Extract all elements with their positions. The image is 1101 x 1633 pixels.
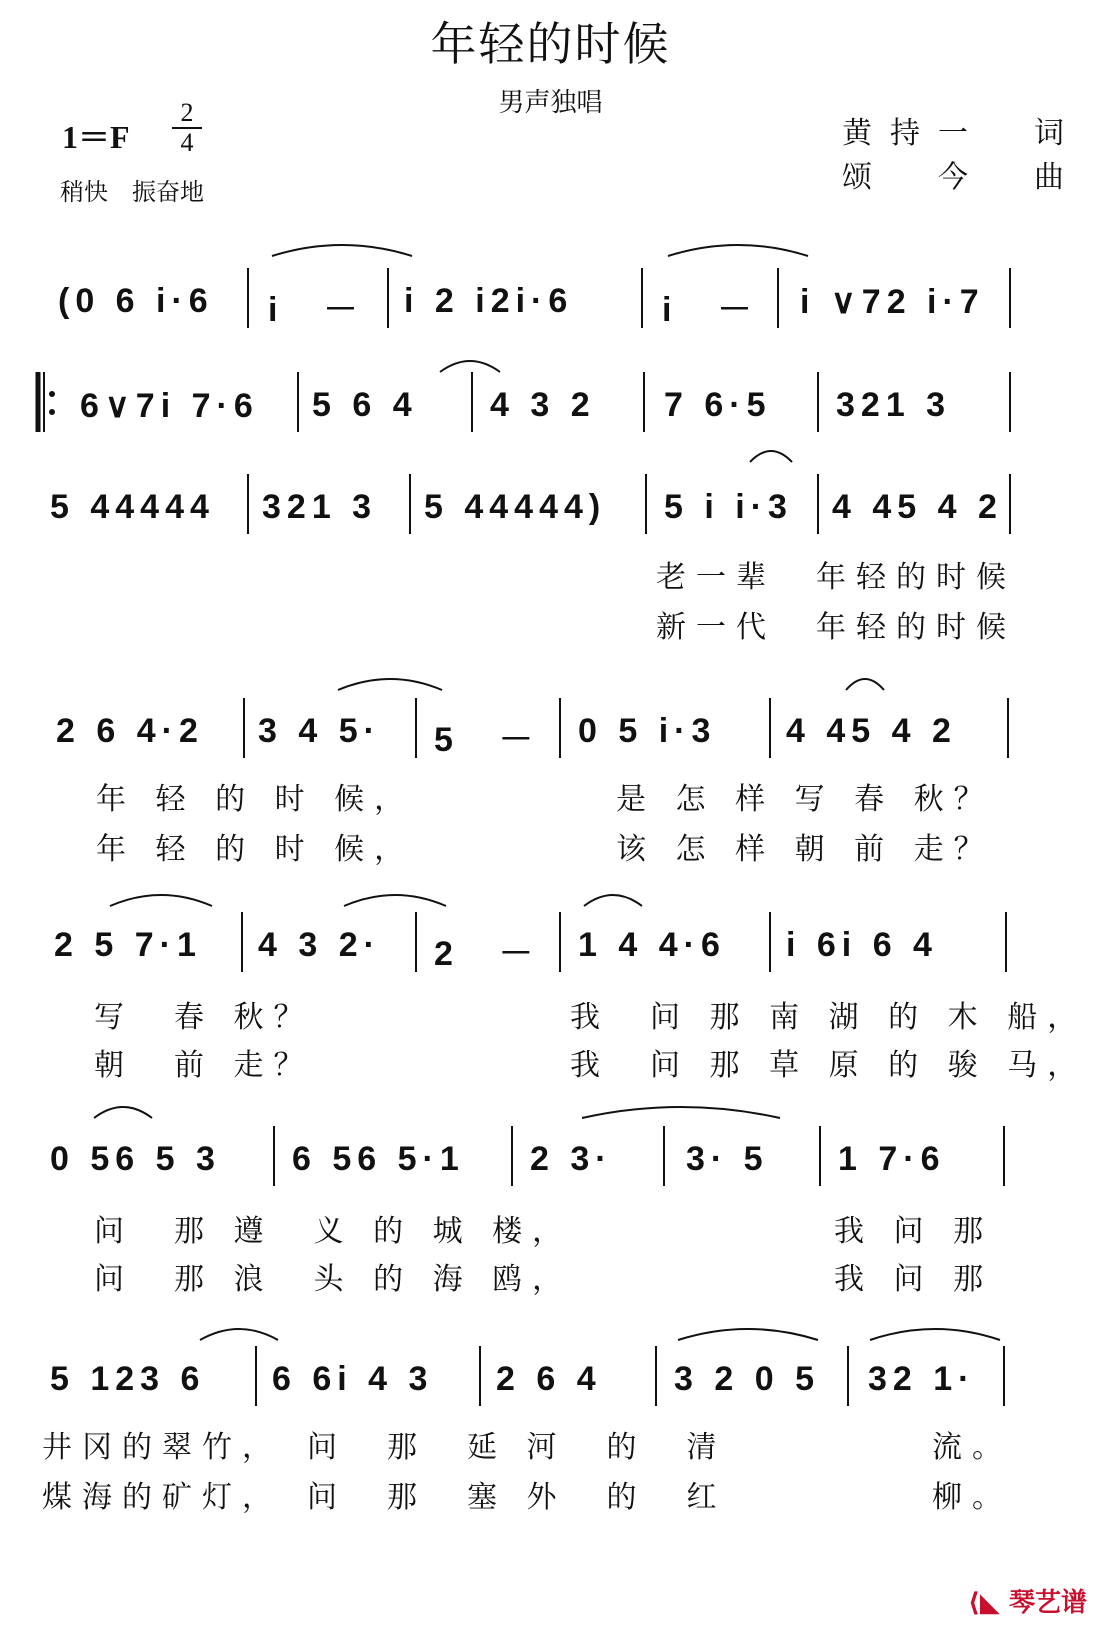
- slur-5: [338, 679, 442, 690]
- slur-12: [200, 1329, 278, 1340]
- measure-1-3: i 2 i2i·6: [404, 282, 574, 320]
- slur-3: [440, 361, 500, 372]
- slur-4: [750, 451, 792, 462]
- measure-3-5: 4 45 4 2: [832, 488, 1003, 526]
- slur-2: [668, 245, 808, 256]
- song-title: 年轻的时候: [430, 17, 671, 71]
- measure-6-5: 1 7·6: [838, 1140, 946, 1178]
- measure-2-1: 6∨7i 7·6: [80, 387, 259, 425]
- lyric-5-v1-a: 写 春 秋？: [94, 1000, 314, 1035]
- lyric-4-v1-a: 年 轻 的 时 候，: [96, 782, 415, 817]
- measure-7-5: 32 1·: [868, 1360, 976, 1398]
- measure-2-2: 5 6 4: [312, 386, 418, 424]
- lyric-7-v2-b: 柳。: [932, 1480, 1012, 1515]
- measure-5-5: i 6i 6 4: [786, 926, 938, 964]
- lyric-4-v1-b: 是 怎 样 写 春 秋？: [616, 782, 994, 817]
- measure-2-4: 7 6·5: [664, 386, 772, 424]
- measure-6-4: 3· 5: [686, 1140, 769, 1178]
- slur-11: [582, 1107, 780, 1118]
- logo-text: 琴艺谱: [1008, 1588, 1087, 1618]
- measure-3-2: 321 3: [262, 488, 378, 526]
- measure-1-2: i －: [268, 291, 364, 329]
- lyric-6-v1-b: 我 问 那: [834, 1214, 994, 1249]
- key-signature: 1＝F: [62, 119, 130, 155]
- repeat-dot-1: [49, 391, 55, 397]
- lyric-3-v1: 老一辈 年轻的时候: [656, 560, 1016, 595]
- measure-4-5: 4 45 4 2: [786, 712, 957, 750]
- lyric-6-v2-b: 我 问 那: [834, 1262, 994, 1297]
- composer-credit: 颂 今 曲: [842, 160, 1082, 195]
- site-logo: [968, 1582, 1087, 1619]
- measure-5-3: 2 －: [434, 935, 539, 973]
- measure-3-1: 5 44444: [50, 488, 215, 526]
- measure-4-2: 3 4 5·: [258, 712, 381, 750]
- slur-14: [870, 1329, 1000, 1340]
- measure-1-1: (0 6 i·6: [58, 282, 214, 320]
- slur-8: [344, 895, 446, 906]
- measure-3-3: 5 44444): [424, 488, 607, 526]
- slur-13: [678, 1329, 818, 1340]
- measure-5-2: 4 3 2·: [258, 926, 381, 964]
- lyric-7-v2-a: 煤海的矿灯， 问 那 塞 外 的 红: [42, 1480, 727, 1515]
- lyric-6-v1-a: 问 那 遵 义 的 城 楼，: [94, 1214, 573, 1249]
- measure-3-4: 5 i i·3: [664, 488, 793, 526]
- repeat-dot-2: [49, 409, 55, 415]
- measure-2-5: 321 3: [836, 386, 952, 424]
- measure-6-2: 6 56 5·1: [292, 1140, 465, 1178]
- measure-1-4: i －: [662, 291, 758, 329]
- lyric-7-v1-b: 流。: [932, 1430, 1012, 1465]
- lyric-5-v2-b: 我 问 那 草 原 的 骏 马，: [570, 1048, 1088, 1083]
- measure-2-3: 4 3 2: [490, 386, 596, 424]
- slur-10: [94, 1107, 152, 1118]
- measure-5-4: 1 4 4·6: [578, 926, 726, 964]
- lyric-4-v2-b: 该 怎 样 朝 前 走？: [616, 832, 994, 867]
- measure-7-3: 2 6 4: [496, 1360, 602, 1398]
- measure-4-3: 5 －: [434, 721, 539, 759]
- slur-7: [110, 895, 212, 906]
- measure-7-2: 6 6i 4 3: [272, 1360, 434, 1398]
- measure-6-3: 2 3·: [530, 1140, 613, 1178]
- logo-icon: ⟨◣: [968, 1588, 1000, 1618]
- measure-7-4: 3 2 0 5: [674, 1360, 820, 1398]
- lyric-5-v1-b: 我 问 那 南 湖 的 木 船，: [570, 1000, 1088, 1035]
- lyric-3-v2: 新一代 年轻的时候: [656, 610, 1016, 645]
- measure-5-1: 2 5 7·1: [54, 926, 202, 964]
- slur-9: [584, 895, 642, 906]
- time-denominator: 4: [180, 128, 194, 157]
- song-subtitle: 男声独唱: [498, 88, 603, 118]
- measure-4-4: 0 5 i·3: [578, 712, 717, 750]
- lyric-6-v2-a: 问 那 浪 头 的 海 鸥，: [94, 1262, 573, 1297]
- measure-7-1: 5 123 6: [50, 1360, 206, 1398]
- tempo-marking: 稍快 振奋地: [60, 178, 204, 206]
- slur-6: [846, 679, 884, 690]
- measure-6-1: 0 56 5 3: [50, 1140, 221, 1178]
- lyricist-credit: 黄持一 词: [842, 116, 1082, 151]
- time-numerator: 2: [180, 98, 194, 127]
- lyric-5-v2-a: 朝 前 走？: [94, 1048, 314, 1083]
- measure-1-5: i ∨72 i·7: [800, 283, 985, 321]
- slur-1: [272, 245, 412, 256]
- measure-4-1: 2 6 4·2: [56, 712, 204, 750]
- lyric-4-v2-a: 年 轻 的 时 候，: [96, 832, 415, 867]
- lyric-7-v1-a: 井冈的翠竹， 问 那 延 河 的 清: [42, 1430, 727, 1465]
